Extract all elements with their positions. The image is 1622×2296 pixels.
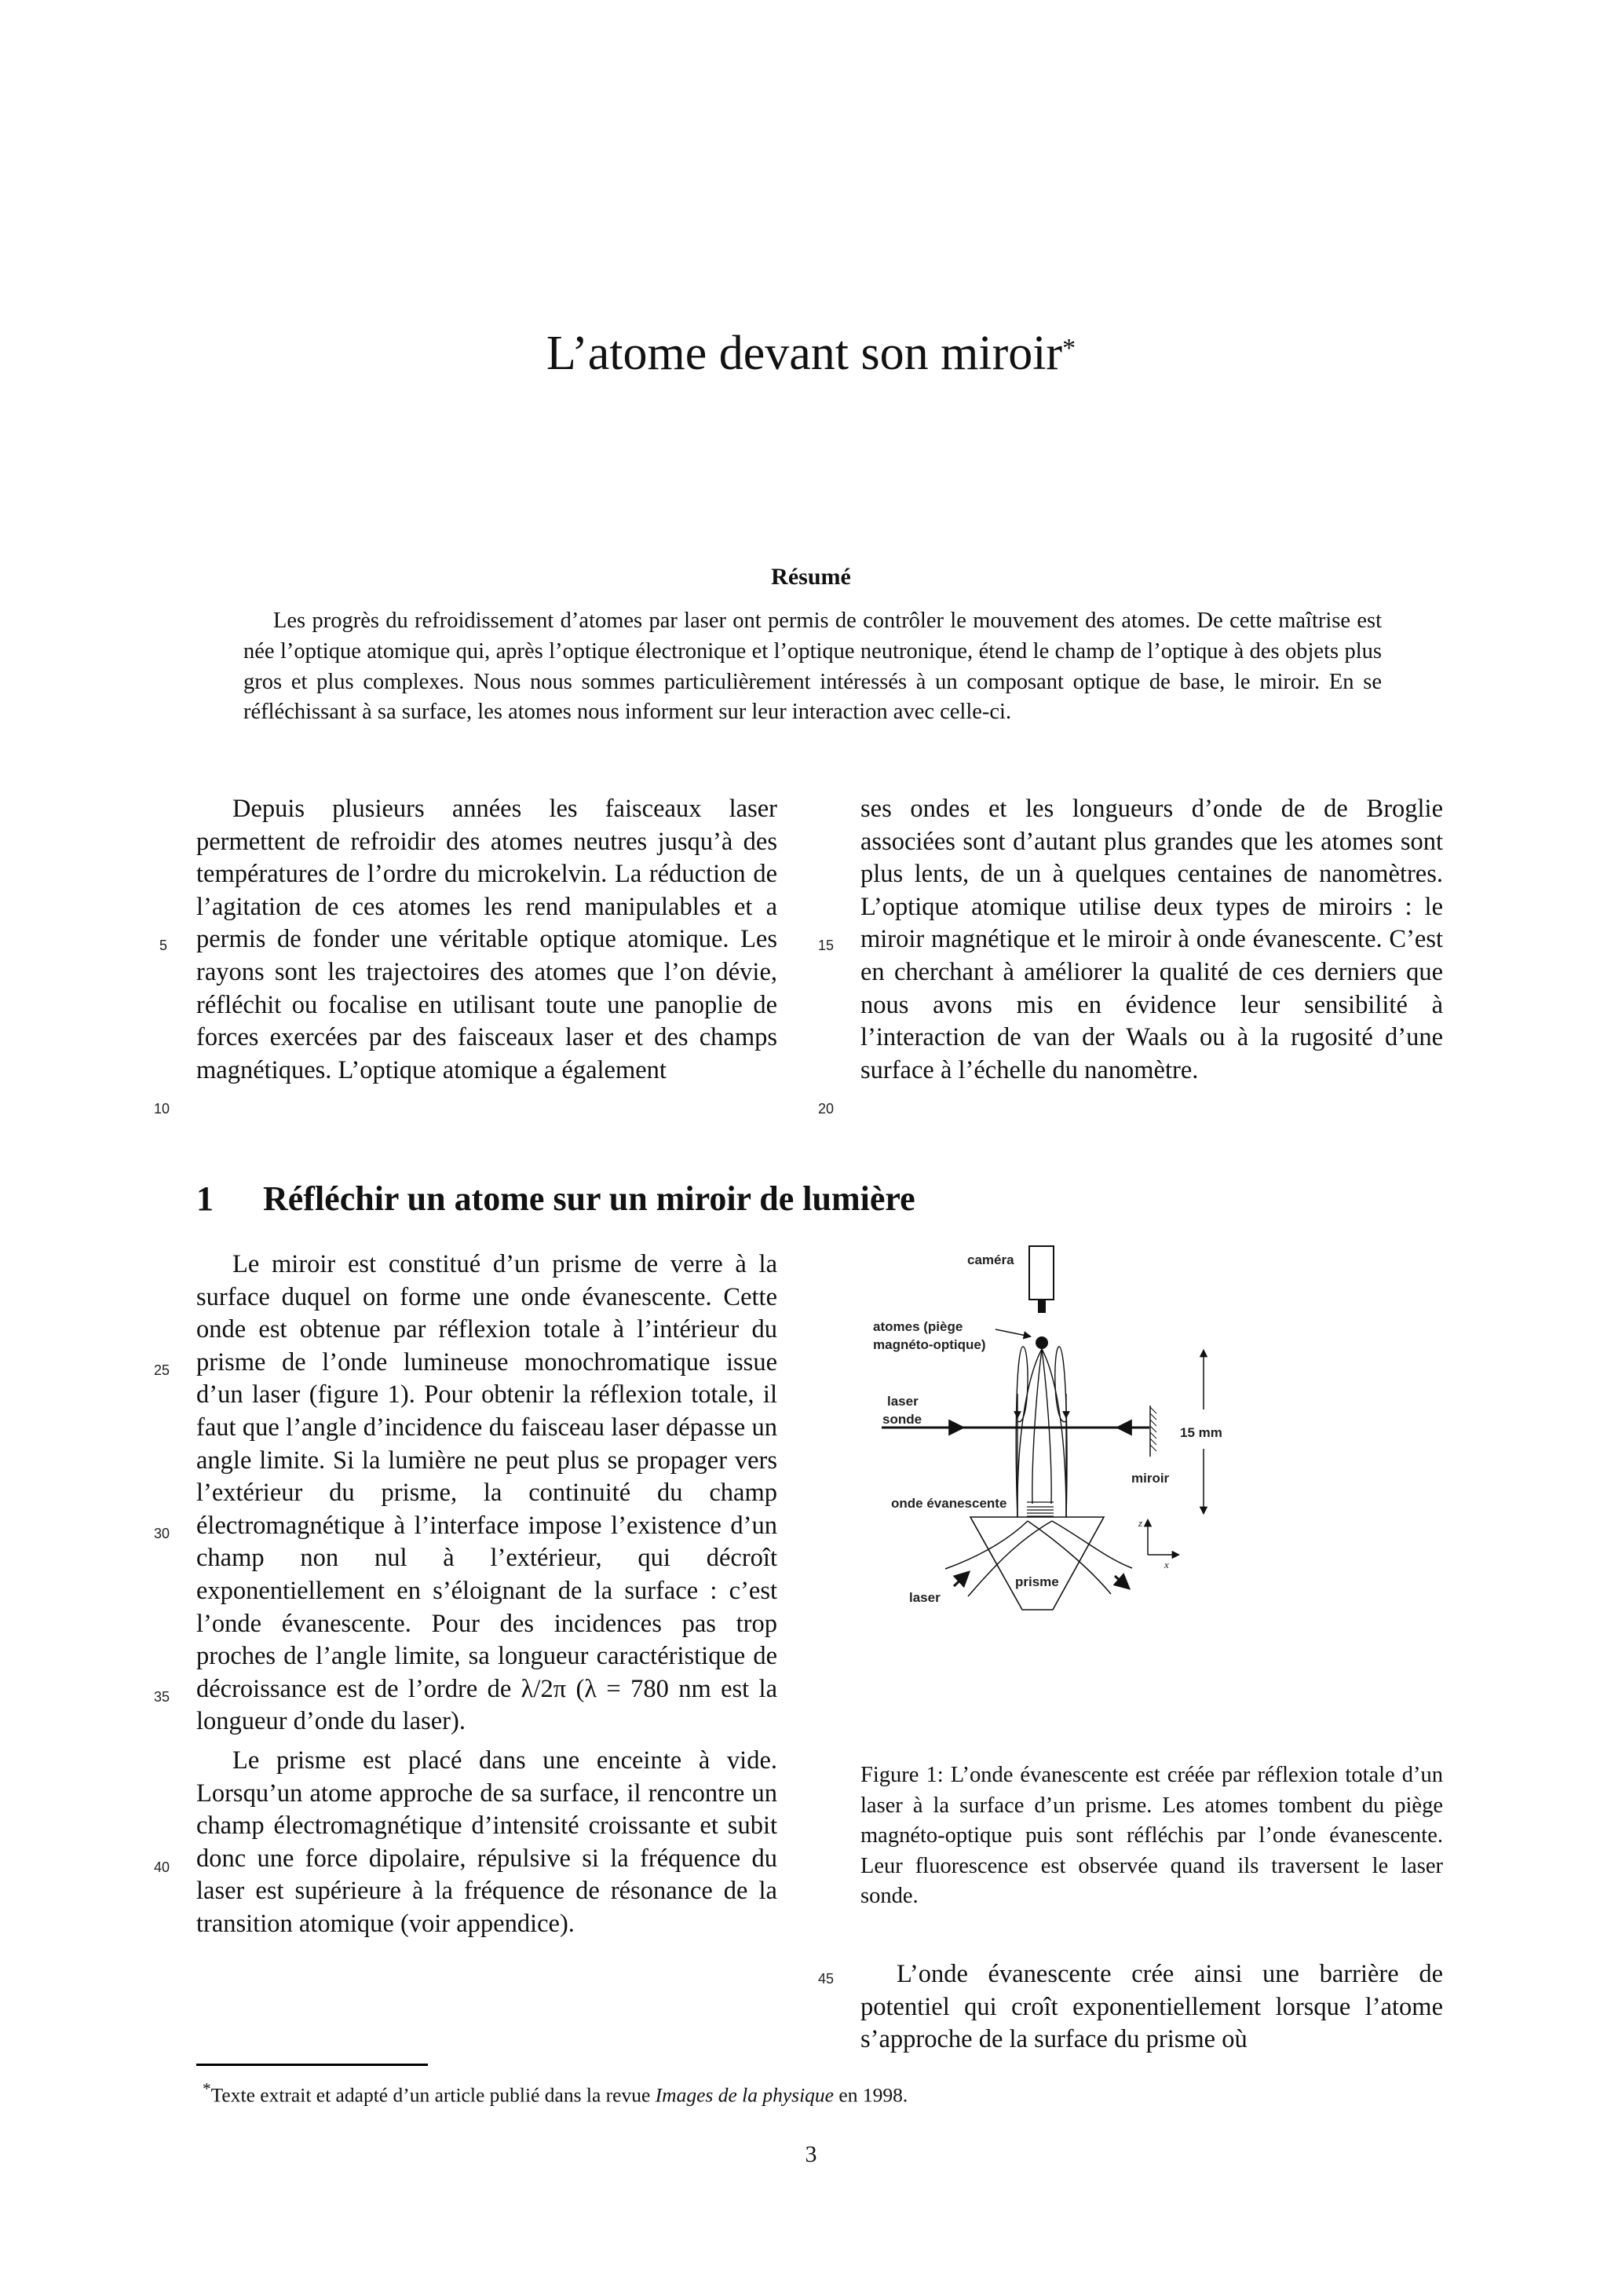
figure-1-caption: Figure 1: L’onde évanescente est créée par réflexion totale d’un laser à la surface d’un prisme. Les atomes tombent du piège magnéto-optique puis sont réfléchis par l’onde évanescente. Leur fluorescence est observée quand ils traversent le laser sonde. [860, 1763, 1443, 1908]
section1-paragraph-1: Le miroir est constitué d’un prisme de verre à la surface duquel on forme une onde évanescente. Cette onde est obtenue par réflexion totale à l’intérieur du prisme de l’onde lumineuse monochromatique issue d’un laser (figure 1). Pour obtenir la réflexion totale, il faut que l’angle d’incidence du faisceau laser dépasse un angle limite. Si la lumière ne peut plus se propager vers l’extérieur du prisme, la continuité du champ électromagnétique à l’interface impose l’existence d’un champ non nul à l’extérieur, qui décroît exponentiellement en s’éloignant de la surface : c’est l’onde évanescente. Pour des incidences pas trop proches de l’angle limite, sa longueur caractéristique de décroissance est de l’ordre de λ/2π (λ = 780 nm est la longueur d’onde du laser). [196, 1250, 777, 1736]
label-mirror: miroir [1131, 1471, 1170, 1486]
label-atoms-line2: magnéto-optique) [873, 1337, 986, 1352]
intro-right-paragraph: ses ondes et les longueurs d’onde de de Broglie associées sont d’autant plus grandes que les atomes sont plus lents, de un à quelques centaines de nanomètres. L’optique atomique utilise deux types de miroirs : le miroir magnétique et le miroir à onde évanescente. C’est en cherchant à améliorer la qualité de ces derniers que nous avons mis en évidence leur sensibilité à l’interaction de van der Waals ou à la rugosité d’une surface à l’échelle du nanomètre. [860, 795, 1443, 1084]
footnote-text-before: Texte extrait et adapté d’un article publié dans la revue [210, 2083, 656, 2107]
axes-icon [1148, 1520, 1178, 1555]
section1-paragraph-3: L’onde évanescente crée ainsi une barrière de potentiel qui croît exponentiellement lorsque l’atome s’approche de la surface du prisme où [860, 1960, 1443, 2054]
line-number: 15 [818, 938, 835, 953]
abstract-heading: Résumé [771, 564, 851, 590]
label-axis-x: x [1164, 1559, 1169, 1570]
camera-icon [1029, 1246, 1054, 1313]
section-number: 1 [196, 1179, 214, 1218]
section-title: Réfléchir un atome sur un miroir de lumière [263, 1179, 915, 1218]
abstract-text: Les progrès du refroidissement d’atomes par laser ont permis de contrôler le mouvement des atomes. De cette maîtrise est née l’optique atomique qui, après l’optique électronique et l’optique neutronique, étend le champ de l’optique à des objets plus gros et plus complexes. Nous nous sommes particulièrement intéressés à un composant optique de base, le miroir. En se réfléchissant à sa surface, les atomes nous informent sur leur interaction avec celle-ci. [243, 609, 1382, 725]
evanescent-wave-lines [1027, 1502, 1054, 1516]
line-number: 30 [154, 1526, 170, 1541]
section1-paragraph-2: Le prisme est placé dans une enceinte à vide. Lorsqu’un atome approche de sa surface, il rencontre un champ électromagnétique d’intensité croissante et subit donc une force dipolaire, répulsive si la fréquence du laser est supérieure à la fréquence de résonance de la transition atomique (voir appendice). [196, 1746, 777, 1938]
label-atoms-line1: atomes (piège [873, 1319, 963, 1334]
label-distance: 15 mm [1180, 1425, 1222, 1440]
label-evanescent-wave: onde évanescente [891, 1496, 1007, 1511]
line-number: 40 [154, 1859, 170, 1875]
footnote-journal: Images de la physique [655, 2083, 834, 2107]
figure-1 [856, 1233, 1468, 1735]
footnote-rule [196, 2064, 428, 2066]
line-number: 35 [154, 1689, 170, 1705]
atom-trajectories [1016, 1347, 1067, 1517]
label-camera: caméra [967, 1252, 1014, 1267]
section1-right-column [860, 1958, 1443, 2057]
line-number: 25 [154, 1362, 170, 1378]
line-number: 20 [818, 1101, 835, 1117]
label-probe-line1: laser [887, 1394, 919, 1409]
line-number: 10 [154, 1101, 170, 1117]
label-prism: prisme [1015, 1574, 1059, 1589]
intro-left-column [196, 793, 777, 1087]
intro-left-paragraph: Depuis plusieurs années les faisceaux laser permettent de refroidir des atomes neutres jusqu’à des températures de l’ordre du microkelvin. La réduction de l’agitation de ces atomes les rend manipulables et a permis de fonder une véritable optique atomique. Les rayons sont les trajectoires des atomes que l’on dévie, réfléchit ou focalise en utilisant toute une panoplie de forces exercées par des faisceaux laser et des champs magnétiques. L’optique atomique a également [196, 795, 777, 1084]
atom-cloud-dot [1036, 1336, 1048, 1349]
line-number: 45 [818, 1971, 835, 1987]
section1-left-column [196, 1249, 777, 1940]
label-axis-z: z [1138, 1517, 1143, 1529]
intro-right-column [860, 793, 1443, 1087]
page-number: 3 [805, 2141, 817, 2167]
footnote-mark: * [203, 2079, 211, 2098]
footnote [203, 2075, 908, 2109]
paper-title [0, 322, 1622, 385]
mirror-icon [1150, 1406, 1156, 1457]
label-laser: laser [909, 1590, 941, 1605]
footnote-text-after: en 1998. [834, 2083, 908, 2107]
experimental-setup-diagram [856, 1233, 1468, 1735]
label-probe-line2: sonde [882, 1412, 922, 1427]
line-number: 5 [159, 938, 168, 953]
title-footnote-mark: * [1062, 334, 1076, 363]
section-heading [196, 1175, 915, 1223]
title-text: L’atome devant son miroir [546, 327, 1063, 380]
